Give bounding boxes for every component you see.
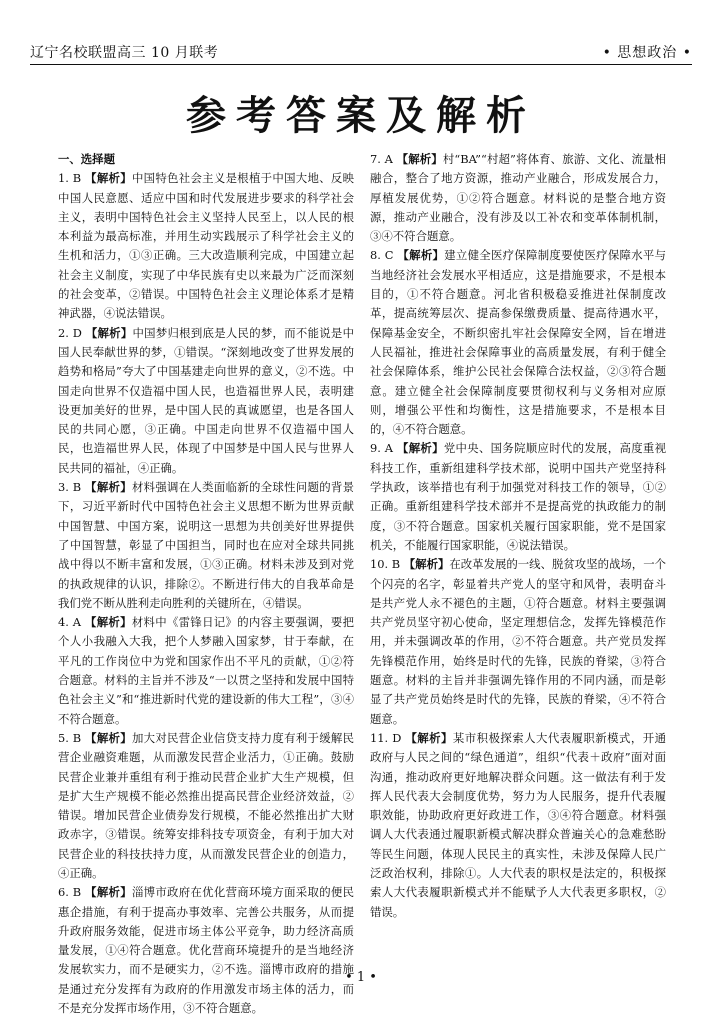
- answer-num: 5. B: [58, 730, 82, 745]
- answer-text: 淄博市政府在优化营商环境方面采取的便民惠企措施，有利于提高办事效率、完善公共服务，从而提升政府服务效能，促进市场主体公平竞争，助力经济高质量发展，①④符合题意。优化营商环境提升的是当地经济发展软实力，而不是硬实力，②不选。淄博市政府的措施是通过充分发挥有为政府的作用激发市场主体的活力，而不是充分发挥市场作用，③不符合题意。: [58, 885, 354, 1016]
- left-column: [58, 150, 354, 1018]
- answer-item-9: [370, 439, 666, 555]
- answer-text: 中国特色社会主义是根植于中国大地、反映中国人民意愿、适应中国和时代发展进步要求的科学社会主义，表明中国特色社会主义坚持人民至上，以人民的根本利益为最高标准，并用生动实践展示了科学社会主义的生机和活力，①③正确。三大改造顺利完成，中国建立起社会主义制度，实现了中华民族有史以来最为广泛而深刻的社会变革，②错误。中国特色社会主义理论体系才是精神武器，④说法错误。: [58, 171, 354, 321]
- section-heading: 一、选择题: [58, 152, 115, 166]
- answer-text: 党中央、国务院顺应时代的发展，高度重视科技工作，重新组建科学技术部，说明中国共产党坚持科学执政，该举措也有利于加强党对科技工作的领导，①②正确。重新组建科学技术部并不是提高党的执政能力的制度，③不符合题意。国家机关履行国家职能，党不是国家机关，不能履行国家职能，④说法错误。: [370, 441, 666, 552]
- answer-item-10: [370, 555, 666, 729]
- answer-text: 某市积极探索人大代表履职新模式，开通政府与人民之间的“绿色通道”，组织“代表＋政府”面对面沟通，推动政府更好地解决群众问题。这一做法有利于发挥人民代表大会制度优势，努力为人民服务，提升代表履职效能，协助政府更好政进工作，③④符合题意。材料强调人大代表通过履职新模式解决群众普遍关心的急难愁盼等民生问题，体现人民民主的真实性，未涉及保障人民广泛政治权利，排除①。人大代表的职权是法定的，积极探索人大代表履职新模式并不能赋予人大代表更多职权，②错误。: [370, 730, 666, 919]
- answer-num: 8. C: [370, 248, 394, 263]
- subject-name: • 思想政治 •: [602, 45, 692, 61]
- analysis-tag: 【解析】: [85, 885, 132, 900]
- right-column: [370, 150, 666, 922]
- answer-item-6: [58, 883, 354, 1018]
- analysis-tag: 【解析】: [397, 441, 444, 456]
- answer-num: 2. D: [58, 325, 82, 340]
- page-number: • 1 •: [345, 970, 377, 985]
- answer-item-3: [58, 478, 354, 613]
- answer-text: 村“BA”“村超”将体育、旅游、文化、流量相融合，整合了地方资源，推动产业融合，形成发展合力，厚植发展优势，①②符合题意。材料说的是整合地方资源，推动产业融合，没有涉及以工补农和变革体制机制，③④不符合题意。: [370, 152, 666, 244]
- answer-num: 9. A: [370, 441, 394, 456]
- answer-num: 4. A: [58, 615, 82, 630]
- answer-text: 材料中《雷锋日记》的内容主要强调，要把个人小我融入大我，把个人梦融入国家梦，甘于奉献，在平凡的工作岗位中为党和国家作出不平凡的贡献，①②符合题意。材料的主旨并不涉及“一以贯之坚持和发展中国特色社会主义”和“推进新时代党的建设新的伟大工程”，③④不符合题意。: [58, 615, 354, 726]
- answer-num: 6. B: [58, 885, 82, 900]
- answer-num: 7. A: [370, 152, 393, 166]
- exam-name: 辽宁名校联盟高三 10 月联考: [30, 45, 219, 61]
- answer-num: 11. D: [370, 730, 402, 745]
- analysis-tag: 【解析】: [85, 480, 132, 495]
- answer-item-7: [370, 150, 666, 246]
- analysis-tag: 【解析】: [403, 557, 450, 572]
- answer-num: 1. B: [58, 171, 82, 186]
- answer-item-8: [370, 246, 666, 439]
- answer-num: 3. B: [58, 480, 82, 495]
- answer-text: 在改革发展的一线、脱贫攻坚的战场，一个个闪亮的名字，彰显着共产党人的坚守和风骨，表明奋斗是共产党人永不褪色的主题，①符合题意。材料主要强调共产党员坚守初心使命，坚定理想信念，发挥先锋模范作用，并未强调改革的作用，②不符合题意。共产党员发挥先锋模范作用，始终是时代的先锋，民族的脊梁，③符合题意。材料的主旨并非强调先锋作用的不同内涵，而是彰显了共产党员始终是时代的先锋，民族的脊梁，④不符合题意。: [370, 557, 666, 726]
- analysis-tag: 【解析】: [85, 730, 132, 745]
- analysis-tag: 【解析】: [85, 615, 132, 630]
- answer-text: 建立健全医疗保障制度要使医疗保障水平与当地经济社会发展水平相适应，这是措施要求，不是根本目的，①不符合题意。河北省积极稳妥推进社保制度改革，提高统筹层次、提高参保缴费质量、提高待遇水平，保障基金安全，不断织密扎牢社会保障安全网，旨在增进人民福祉，推进社会保障事业的高质量发展，有利于健全社会保障体系，维护公民社会保障合法权益，②③符合题意。建立健全社会保障制度要贯彻权利与义务相对应原则，增强公平性和均衡性，这是措施要求，不是根本目的，④不符合题意。: [370, 248, 666, 437]
- answer-item-4: [58, 613, 354, 729]
- answer-num: 10. B: [370, 557, 401, 572]
- answer-item-2: [58, 324, 354, 478]
- analysis-tag: 【解析】: [405, 730, 453, 745]
- analysis-tag: 【解析】: [85, 325, 133, 340]
- answer-text: 材料强调在人类面临新的全球性问题的背景下，习近平新时代中国特色社会主义思想不断为世界贡献中国智慧、中国方案，说明这一思想为共创美好世界提供了中国智慧，彰显了中国担当，同时也在应对全球共同挑战中得以不断丰富和发展，①③正确。材料未涉及到对党的执政规律的认识，排除②。不断进行伟大的自我革命是我们党不断从胜利走向胜利的关键所在，④错误。: [58, 480, 354, 610]
- page-title: 参考答案及解析: [186, 93, 536, 139]
- answer-item-5: [58, 729, 354, 883]
- analysis-tag: 【解析】: [397, 248, 445, 263]
- answer-item-11: [370, 729, 666, 922]
- analysis-tag: 【解析】: [396, 152, 443, 166]
- page-header: [30, 38, 692, 65]
- answer-item-1: [58, 169, 354, 323]
- answer-text: 加大对民营企业信贷支持力度有利于缓解民营企业融资难题，从而激发民营企业活力，①正确。鼓励民营企业兼并重组有利于推动民营企业扩大生产规模，但是扩大生产规模不能必然推出提高民营企业经济效益，②错误。增加民营企业债券发行规模，不能必然推出扩大财政赤字，③错误。统筹安排科技专项资金，有利于加大对民营企业的科技扶持力度，从而激发民营企业的创造力，④正确。: [58, 730, 354, 880]
- answer-text: 中国梦归根到底是人民的梦，而不能说是中国人民奉献世界的梦，①错误。“深刻地改变了世界发展的趋势和格局”夸大了中国基建走向世界的意义，②不选。中国走向世界不仅造福中国人民，也造福世界人民，表明建设更加美好的世界，是中国人民的真诚愿望，也是各国人民的共同心愿，③正确。中国走向世界不仅造福中国人民，也造福世界人民，体现了中国梦是中国人民与世界人民共同的福祉，④正确。: [58, 325, 354, 475]
- analysis-tag: 【解析】: [85, 171, 132, 186]
